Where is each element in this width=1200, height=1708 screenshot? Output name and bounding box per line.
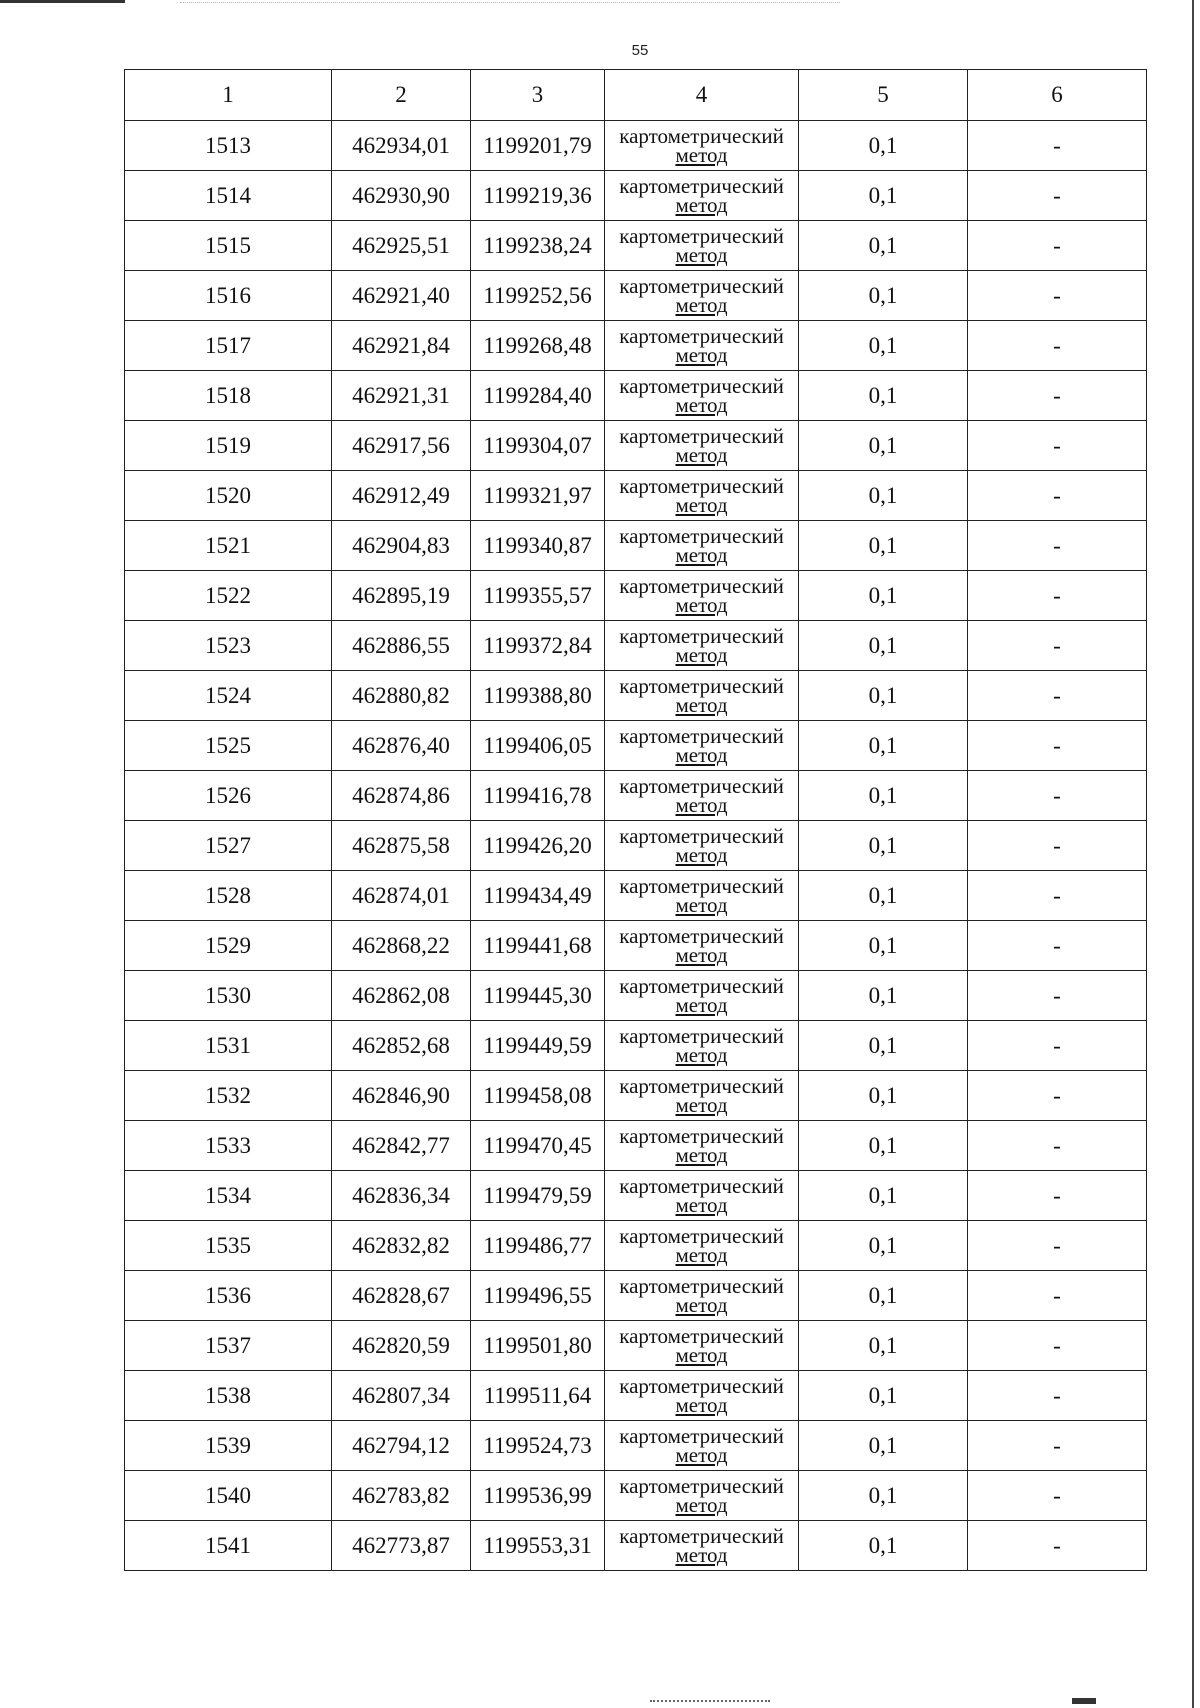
x-coordinate-cell: 462921,40: [332, 271, 471, 321]
x-coordinate-cell: 462828,67: [332, 1271, 471, 1321]
method-line-1: картометрический: [619, 773, 784, 798]
scan-bottom-block: [1072, 1698, 1096, 1704]
method-cell: [605, 1371, 799, 1421]
accuracy-cell: 0,1: [799, 1021, 968, 1071]
method-line-1: картометрический: [619, 1523, 784, 1548]
table-row: [125, 521, 1147, 571]
table-row: [125, 571, 1147, 621]
accuracy-cell: 0,1: [799, 871, 968, 921]
method-line-2: метод: [675, 842, 728, 867]
table-row: [125, 1121, 1147, 1171]
method-line-2: метод: [675, 942, 728, 967]
method-line-2: метод: [675, 992, 728, 1017]
y-coordinate-cell: 1199486,77: [471, 1221, 605, 1271]
method-line-1: картометрический: [619, 423, 784, 448]
method-line-2: метод: [675, 242, 728, 267]
scan-right-edge: [1192, 0, 1194, 1708]
method-line-2: метод: [675, 1192, 728, 1217]
note-cell: -: [968, 1021, 1147, 1071]
y-coordinate-cell: 1199458,08: [471, 1071, 605, 1121]
table-row: [125, 771, 1147, 821]
note-cell: -: [968, 621, 1147, 671]
point-number-cell: 1541: [125, 1521, 332, 1571]
note-cell: -: [968, 421, 1147, 471]
method-line-1: картометрический: [619, 273, 784, 298]
table-row: [125, 671, 1147, 721]
method-line-2: метод: [675, 442, 728, 467]
point-number-cell: 1529: [125, 921, 332, 971]
note-cell: -: [968, 1071, 1147, 1121]
table-row: [125, 421, 1147, 471]
scan-dust-line: [180, 2, 840, 4]
method-line-1: картометрический: [619, 923, 784, 948]
accuracy-cell: 0,1: [799, 921, 968, 971]
method-line-1: картометрический: [619, 1073, 784, 1098]
y-coordinate-cell: 1199501,80: [471, 1321, 605, 1371]
note-cell: -: [968, 521, 1147, 571]
point-number-cell: 1534: [125, 1171, 332, 1221]
method-line-2: метод: [675, 642, 728, 667]
y-coordinate-cell: 1199304,07: [471, 421, 605, 471]
x-coordinate-cell: 462783,82: [332, 1471, 471, 1521]
table-row: [125, 1521, 1147, 1571]
method-cell: [605, 421, 799, 471]
x-coordinate-cell: 462917,56: [332, 421, 471, 471]
method-line-2: метод: [675, 192, 728, 217]
y-coordinate-cell: 1199268,48: [471, 321, 605, 371]
accuracy-cell: 0,1: [799, 521, 968, 571]
y-coordinate-cell: 1199496,55: [471, 1271, 605, 1321]
x-coordinate-cell: 462868,22: [332, 921, 471, 971]
method-cell: [605, 1421, 799, 1471]
table-row: [125, 121, 1147, 171]
point-number-cell: 1519: [125, 421, 332, 471]
method-line-1: картометрический: [619, 373, 784, 398]
x-coordinate-cell: 462820,59: [332, 1321, 471, 1371]
method-line-1: картометрический: [619, 1223, 784, 1248]
note-cell: -: [968, 671, 1147, 721]
y-coordinate-cell: 1199372,84: [471, 621, 605, 671]
header-col-1: 1: [125, 70, 332, 121]
header-col-5: 5: [799, 70, 968, 121]
method-line-1: картометрический: [619, 973, 784, 998]
x-coordinate-cell: 462773,87: [332, 1521, 471, 1571]
table-row: [125, 721, 1147, 771]
note-cell: -: [968, 271, 1147, 321]
point-number-cell: 1518: [125, 371, 332, 421]
y-coordinate-cell: 1199479,59: [471, 1171, 605, 1221]
method-line-1: картометрический: [619, 173, 784, 198]
method-line-2: метод: [675, 142, 728, 167]
method-cell: [605, 971, 799, 1021]
y-coordinate-cell: 1199201,79: [471, 121, 605, 171]
method-cell: [605, 171, 799, 221]
method-cell: [605, 771, 799, 821]
point-number-cell: 1536: [125, 1271, 332, 1321]
method-cell: [605, 271, 799, 321]
method-line-2: метод: [675, 1542, 728, 1567]
note-cell: -: [968, 1421, 1147, 1471]
accuracy-cell: 0,1: [799, 771, 968, 821]
method-cell: [605, 871, 799, 921]
method-line-2: метод: [675, 892, 728, 917]
page-number: 55: [631, 42, 649, 59]
x-coordinate-cell: 462807,34: [332, 1371, 471, 1421]
method-line-2: метод: [675, 1142, 728, 1167]
point-number-cell: 1516: [125, 271, 332, 321]
method-cell: [605, 1071, 799, 1121]
accuracy-cell: 0,1: [799, 821, 968, 871]
y-coordinate-cell: 1199441,68: [471, 921, 605, 971]
method-cell: [605, 721, 799, 771]
scan-bottom-marks: [650, 1700, 770, 1705]
x-coordinate-cell: 462876,40: [332, 721, 471, 771]
method-line-1: картометрический: [619, 473, 784, 498]
accuracy-cell: 0,1: [799, 1371, 968, 1421]
method-line-2: метод: [675, 492, 728, 517]
method-cell: [605, 1171, 799, 1221]
x-coordinate-cell: 462842,77: [332, 1121, 471, 1171]
note-cell: -: [968, 1471, 1147, 1521]
method-line-2: метод: [675, 292, 728, 317]
header-row: [125, 70, 1147, 121]
point-number-cell: 1527: [125, 821, 332, 871]
accuracy-cell: 0,1: [799, 471, 968, 521]
note-cell: -: [968, 921, 1147, 971]
method-cell: [605, 821, 799, 871]
x-coordinate-cell: 462874,86: [332, 771, 471, 821]
point-number-cell: 1524: [125, 671, 332, 721]
note-cell: -: [968, 721, 1147, 771]
table-row: [125, 1071, 1147, 1121]
table-row: [125, 271, 1147, 321]
method-cell: [605, 1121, 799, 1171]
table-row: [125, 1471, 1147, 1521]
accuracy-cell: 0,1: [799, 971, 968, 1021]
method-line-2: метод: [675, 1042, 728, 1067]
accuracy-cell: 0,1: [799, 171, 968, 221]
note-cell: -: [968, 971, 1147, 1021]
point-number-cell: 1513: [125, 121, 332, 171]
method-cell: [605, 1021, 799, 1071]
accuracy-cell: 0,1: [799, 1221, 968, 1271]
method-cell: [605, 1271, 799, 1321]
scan-edge-mark: [0, 0, 125, 3]
y-coordinate-cell: 1199388,80: [471, 671, 605, 721]
method-line-1: картометрический: [619, 223, 784, 248]
accuracy-cell: 0,1: [799, 721, 968, 771]
accuracy-cell: 0,1: [799, 1071, 968, 1121]
method-cell: [605, 471, 799, 521]
table-row: [125, 1371, 1147, 1421]
accuracy-cell: 0,1: [799, 321, 968, 371]
header-col-4: 4: [605, 70, 799, 121]
method-line-1: картометрический: [619, 1373, 784, 1398]
table-row: [125, 821, 1147, 871]
accuracy-cell: 0,1: [799, 1521, 968, 1571]
point-number-cell: 1515: [125, 221, 332, 271]
method-line-1: картометрический: [619, 673, 784, 698]
method-cell: [605, 321, 799, 371]
method-line-1: картометрический: [619, 1473, 784, 1498]
x-coordinate-cell: 462846,90: [332, 1071, 471, 1121]
accuracy-cell: 0,1: [799, 671, 968, 721]
note-cell: -: [968, 171, 1147, 221]
note-cell: -: [968, 371, 1147, 421]
method-line-1: картометрический: [619, 823, 784, 848]
table-body: [125, 121, 1147, 1571]
y-coordinate-cell: 1199449,59: [471, 1021, 605, 1071]
y-coordinate-cell: 1199434,49: [471, 871, 605, 921]
x-coordinate-cell: 462912,49: [332, 471, 471, 521]
x-coordinate-cell: 462934,01: [332, 121, 471, 171]
header-col-3: 3: [471, 70, 605, 121]
y-coordinate-cell: 1199321,97: [471, 471, 605, 521]
coordinates-table: [124, 69, 1147, 1571]
accuracy-cell: 0,1: [799, 1471, 968, 1521]
x-coordinate-cell: 462886,55: [332, 621, 471, 671]
x-coordinate-cell: 462832,82: [332, 1221, 471, 1271]
table-row: [125, 971, 1147, 1021]
method-cell: [605, 671, 799, 721]
note-cell: -: [968, 1321, 1147, 1371]
method-line-1: картометрический: [619, 1273, 784, 1298]
note-cell: -: [968, 1371, 1147, 1421]
method-line-1: картометрический: [619, 323, 784, 348]
y-coordinate-cell: 1199219,36: [471, 171, 605, 221]
table-row: [125, 921, 1147, 971]
point-number-cell: 1532: [125, 1071, 332, 1121]
method-line-2: метод: [675, 742, 728, 767]
y-coordinate-cell: 1199252,56: [471, 271, 605, 321]
method-cell: [605, 521, 799, 571]
point-number-cell: 1525: [125, 721, 332, 771]
point-number-cell: 1521: [125, 521, 332, 571]
table-row: [125, 1421, 1147, 1471]
point-number-cell: 1523: [125, 621, 332, 671]
x-coordinate-cell: 462895,19: [332, 571, 471, 621]
x-coordinate-cell: 462852,68: [332, 1021, 471, 1071]
method-line-2: метод: [675, 1292, 728, 1317]
method-line-2: метод: [675, 1492, 728, 1517]
method-line-2: метод: [675, 1242, 728, 1267]
method-line-2: метод: [675, 1392, 728, 1417]
y-coordinate-cell: 1199238,24: [471, 221, 605, 271]
method-line-2: метод: [675, 692, 728, 717]
table-row: [125, 371, 1147, 421]
table-header: [125, 70, 1147, 121]
y-coordinate-cell: 1199340,87: [471, 521, 605, 571]
note-cell: -: [968, 1271, 1147, 1321]
method-line-1: картометрический: [619, 623, 784, 648]
accuracy-cell: 0,1: [799, 1271, 968, 1321]
note-cell: -: [968, 471, 1147, 521]
method-cell: [605, 371, 799, 421]
table-row: [125, 621, 1147, 671]
x-coordinate-cell: 462874,01: [332, 871, 471, 921]
point-number-cell: 1514: [125, 171, 332, 221]
x-coordinate-cell: 462930,90: [332, 171, 471, 221]
x-coordinate-cell: 462925,51: [332, 221, 471, 271]
accuracy-cell: 0,1: [799, 421, 968, 471]
method-line-2: метод: [675, 792, 728, 817]
y-coordinate-cell: 1199536,99: [471, 1471, 605, 1521]
accuracy-cell: 0,1: [799, 621, 968, 671]
note-cell: -: [968, 571, 1147, 621]
note-cell: -: [968, 871, 1147, 921]
y-coordinate-cell: 1199284,40: [471, 371, 605, 421]
y-coordinate-cell: 1199406,05: [471, 721, 605, 771]
note-cell: -: [968, 121, 1147, 171]
method-line-1: картометрический: [619, 573, 784, 598]
point-number-cell: 1537: [125, 1321, 332, 1371]
point-number-cell: 1538: [125, 1371, 332, 1421]
method-line-2: метод: [675, 1442, 728, 1467]
y-coordinate-cell: 1199470,45: [471, 1121, 605, 1171]
header-col-6: 6: [968, 70, 1147, 121]
x-coordinate-cell: 462862,08: [332, 971, 471, 1021]
method-line-1: картометрический: [619, 1423, 784, 1448]
x-coordinate-cell: 462921,31: [332, 371, 471, 421]
method-line-1: картометрический: [619, 523, 784, 548]
point-number-cell: 1530: [125, 971, 332, 1021]
note-cell: -: [968, 821, 1147, 871]
method-line-2: метод: [675, 592, 728, 617]
y-coordinate-cell: 1199524,73: [471, 1421, 605, 1471]
accuracy-cell: 0,1: [799, 271, 968, 321]
x-coordinate-cell: 462794,12: [332, 1421, 471, 1471]
method-cell: [605, 571, 799, 621]
point-number-cell: 1517: [125, 321, 332, 371]
point-number-cell: 1526: [125, 771, 332, 821]
table-row: [125, 1321, 1147, 1371]
y-coordinate-cell: 1199511,64: [471, 1371, 605, 1421]
y-coordinate-cell: 1199445,30: [471, 971, 605, 1021]
accuracy-cell: 0,1: [799, 1421, 968, 1471]
x-coordinate-cell: 462836,34: [332, 1171, 471, 1221]
note-cell: -: [968, 1171, 1147, 1221]
method-line-1: картометрический: [619, 1173, 784, 1198]
y-coordinate-cell: 1199553,31: [471, 1521, 605, 1571]
table-row: [125, 221, 1147, 271]
method-cell: [605, 621, 799, 671]
table-row: [125, 321, 1147, 371]
point-number-cell: 1528: [125, 871, 332, 921]
method-line-2: метод: [675, 1342, 728, 1367]
note-cell: -: [968, 1121, 1147, 1171]
point-number-cell: 1531: [125, 1021, 332, 1071]
note-cell: -: [968, 221, 1147, 271]
y-coordinate-cell: 1199355,57: [471, 571, 605, 621]
x-coordinate-cell: 462921,84: [332, 321, 471, 371]
method-cell: [605, 221, 799, 271]
x-coordinate-cell: 462904,83: [332, 521, 471, 571]
method-cell: [605, 1471, 799, 1521]
method-line-1: картометрический: [619, 723, 784, 748]
accuracy-cell: 0,1: [799, 1171, 968, 1221]
x-coordinate-cell: 462880,82: [332, 671, 471, 721]
method-line-1: картометрический: [619, 1123, 784, 1148]
accuracy-cell: 0,1: [799, 1321, 968, 1371]
method-line-1: картометрический: [619, 1323, 784, 1348]
method-line-1: картометрический: [619, 873, 784, 898]
method-cell: [605, 921, 799, 971]
table-row: [125, 171, 1147, 221]
note-cell: -: [968, 321, 1147, 371]
method-cell: [605, 1221, 799, 1271]
accuracy-cell: 0,1: [799, 371, 968, 421]
point-number-cell: 1540: [125, 1471, 332, 1521]
x-coordinate-cell: 462875,58: [332, 821, 471, 871]
table-row: [125, 871, 1147, 921]
table-row: [125, 1171, 1147, 1221]
method-line-2: метод: [675, 392, 728, 417]
accuracy-cell: 0,1: [799, 571, 968, 621]
method-line-2: метод: [675, 542, 728, 567]
y-coordinate-cell: 1199416,78: [471, 771, 605, 821]
note-cell: -: [968, 1221, 1147, 1271]
accuracy-cell: 0,1: [799, 1121, 968, 1171]
point-number-cell: 1520: [125, 471, 332, 521]
point-number-cell: 1522: [125, 571, 332, 621]
table-row: [125, 1221, 1147, 1271]
y-coordinate-cell: 1199426,20: [471, 821, 605, 871]
table-row: [125, 1021, 1147, 1071]
header-col-2: 2: [332, 70, 471, 121]
accuracy-cell: 0,1: [799, 221, 968, 271]
method-cell: [605, 1521, 799, 1571]
table-row: [125, 1271, 1147, 1321]
point-number-cell: 1533: [125, 1121, 332, 1171]
note-cell: -: [968, 1521, 1147, 1571]
method-line-1: картометрический: [619, 1023, 784, 1048]
note-cell: -: [968, 771, 1147, 821]
table-row: [125, 471, 1147, 521]
method-line-2: метод: [675, 342, 728, 367]
method-cell: [605, 121, 799, 171]
accuracy-cell: 0,1: [799, 121, 968, 171]
method-line-2: метод: [675, 1092, 728, 1117]
method-cell: [605, 1321, 799, 1371]
point-number-cell: 1539: [125, 1421, 332, 1471]
point-number-cell: 1535: [125, 1221, 332, 1271]
method-line-1: картометрический: [619, 123, 784, 148]
